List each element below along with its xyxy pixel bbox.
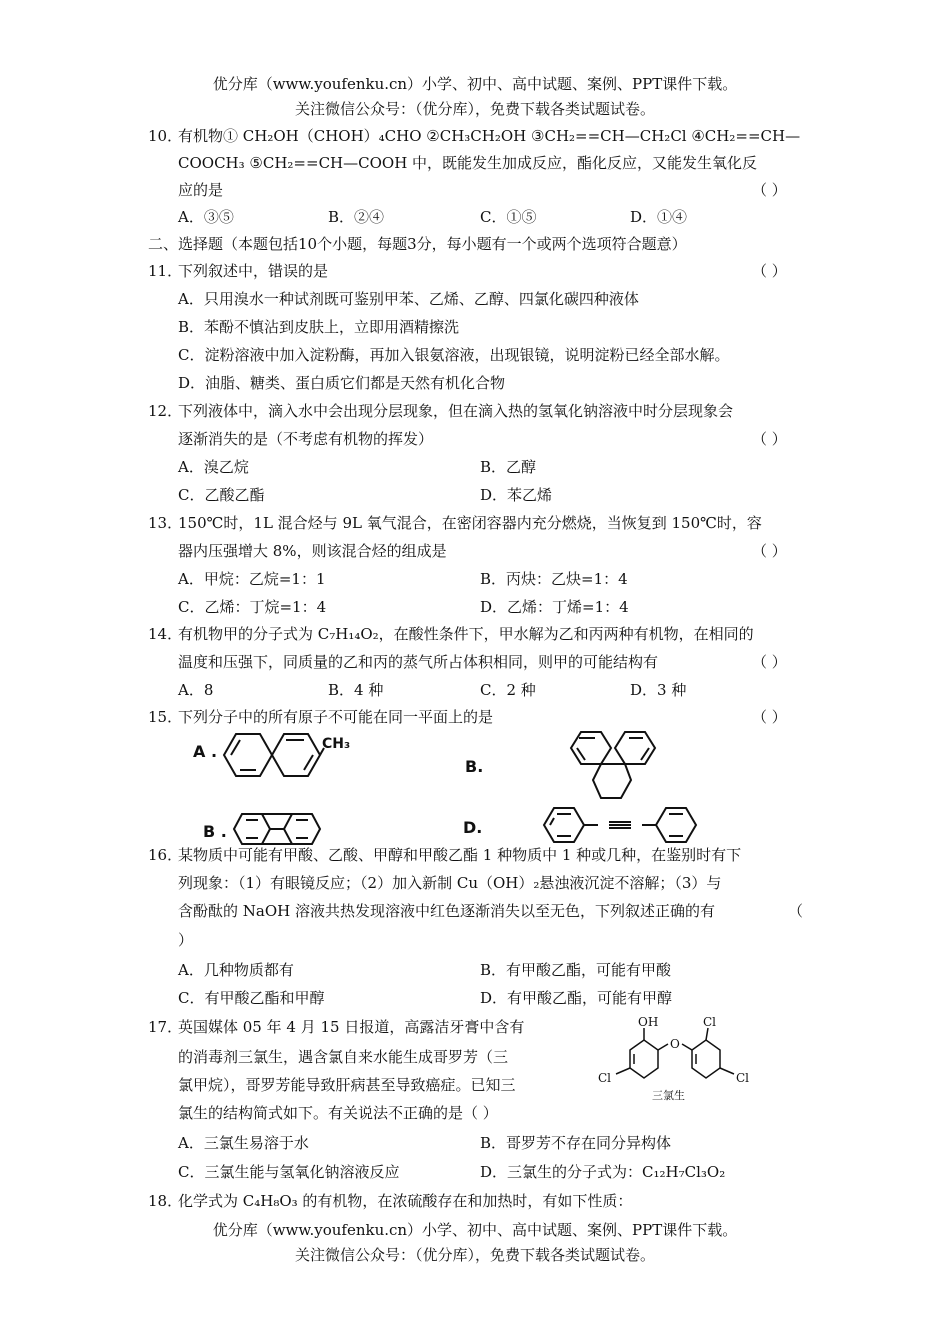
option-b: B．乙醇 bbox=[480, 458, 537, 476]
option-a: A．8 bbox=[178, 681, 214, 699]
q14-stem-line2: 温度和压强下，同质量的乙和丙的蒸气所占体积相同，则甲的可能结构有 bbox=[178, 653, 659, 671]
question-number: 18． bbox=[148, 1192, 183, 1210]
question-number: 11． bbox=[148, 262, 183, 280]
page-header-line1: 优分库（www.youfenku.cn）小学、初中、高中试题、案例、PPT课件下载。 bbox=[212, 75, 738, 93]
chlorine-label: Cl bbox=[703, 1015, 717, 1029]
option-c: C．①⑤ bbox=[480, 208, 537, 226]
option-a: A．③⑤ bbox=[178, 208, 234, 226]
answer-paren-close: ） bbox=[178, 931, 194, 949]
q18-stem-line1: 化学式为 C₄H₈O₃ 的有机物，在浓硫酸存在和加热时，有如下性质： bbox=[178, 1192, 633, 1210]
question-number: 15． bbox=[148, 708, 183, 726]
answer-paren: （ ） bbox=[752, 262, 787, 280]
dihydrophenanthrene-structure bbox=[565, 728, 665, 804]
option-b: B．有甲酸乙酯，可能有甲酸 bbox=[480, 961, 672, 979]
q13-stem-line2: 器内压强增大 8%，则该混合烃的组成是 bbox=[178, 542, 447, 560]
ether-oxygen-label: O bbox=[670, 1037, 680, 1051]
question-number: 13． bbox=[148, 514, 183, 532]
structure-label-b: B. bbox=[465, 757, 484, 776]
option-a: A．只用溴水一种试剂既可鉴别甲苯、乙烯、乙醇、四氯化碳四种液体 bbox=[178, 290, 639, 308]
question-number: 12． bbox=[148, 402, 183, 420]
option-c: C．乙酸乙酯 bbox=[178, 486, 265, 504]
option-c: C．2 种 bbox=[480, 681, 536, 699]
option-d: D．油脂、糖类、蛋白质它们都是天然有机化合物 bbox=[178, 374, 506, 392]
q10-stem-line3: 应的是 bbox=[178, 181, 224, 199]
option-b: B．丙炔：乙炔=1：4 bbox=[480, 570, 628, 588]
question-number: 17． bbox=[148, 1018, 183, 1036]
q17-stem-line1: 英国媒体 05 年 4 月 15 日报道，高露洁牙膏中含有 bbox=[178, 1018, 525, 1036]
option-d: D．3 种 bbox=[630, 681, 687, 699]
option-a: A．三氯生易溶于水 bbox=[178, 1134, 309, 1152]
hydroxyl-label: OH bbox=[638, 1015, 659, 1029]
q16-stem-line2: 列现象：（1）有眼镜反应；（2）加入新制 Cu（OH）₂悬浊液沉淀不溶解；（3）与 bbox=[178, 874, 722, 892]
chlorine-label: Cl bbox=[736, 1071, 750, 1085]
answer-paren: （ ） bbox=[752, 542, 787, 560]
answer-paren: （ ） bbox=[752, 708, 787, 726]
option-b: B．哥罗芳不存在同分异构体 bbox=[480, 1134, 672, 1152]
q17-stem-line2: 的消毒剂三氯生，遇含氯自来水能生成哥罗芳（三 bbox=[178, 1048, 509, 1066]
page-footer-line2: 关注微信公众号：（优分库），免费下载各类试题试卷。 bbox=[294, 1246, 655, 1264]
structure-label-d: D. bbox=[463, 818, 483, 837]
q10-stem-line1: 有机物① CH₂OH（CHOH）₄CHO ②CH₃CH₂OH ③CH₂==CH—CH₂Cl ④CH₂==CH— bbox=[178, 127, 801, 145]
q14-stem-line1: 有机物甲的分子式为 C₇H₁₄O₂，在酸性条件下，甲水解为乙和丙两种有机物，在相同的 bbox=[178, 625, 754, 643]
option-b: B．②④ bbox=[328, 208, 385, 226]
q17-stem-line4: 氯生的结构简式如下。有关说法不正确的是（ ） bbox=[178, 1104, 498, 1122]
option-b: B．苯酚不慎沾到皮肤上，立即用酒精擦洗 bbox=[178, 318, 460, 336]
q10-stem-line2: COOCH₃ ⑤CH₂==CH—COOH 中，既能发生加成反应，酯化反应，又能发生氧化反 bbox=[178, 154, 758, 172]
question-number: 16． bbox=[148, 846, 183, 864]
methyl-group-label: CH₃ bbox=[322, 736, 351, 752]
option-c: C．乙烯：丁烷=1：4 bbox=[178, 598, 327, 616]
option-a: A．几种物质都有 bbox=[178, 961, 294, 979]
q16-stem-line1: 某物质中可能有甲酸、乙酸、甲醇和甲酸乙酯 1 种物质中 1 种或几种，在鉴别时有下 bbox=[178, 846, 742, 864]
answer-paren: （ ） bbox=[752, 430, 787, 448]
question-number: 10． bbox=[148, 127, 183, 145]
structure-caption: 三氯生 bbox=[652, 1089, 685, 1102]
q12-stem-line2: 逐渐消失的是（不考虑有机物的挥发） bbox=[178, 430, 434, 448]
option-c: C．淀粉溶液中加入淀粉酶，再加入银氨溶液，出现银镜，说明淀粉已经全部水解。 bbox=[178, 346, 730, 364]
option-a: A．甲烷：乙烷=1：1 bbox=[178, 570, 326, 588]
structure-label-c: B . bbox=[203, 822, 227, 841]
chlorine-label: Cl bbox=[598, 1071, 612, 1085]
section-heading: 二、选择题（本题包括10个小题，每题3分，每小题有一个或两个选项符合题意） bbox=[148, 235, 687, 253]
page-header-line2: 关注微信公众号：（优分库），免费下载各类试题试卷。 bbox=[294, 100, 655, 118]
option-d: D．①④ bbox=[630, 208, 688, 226]
structure-label-a: A . bbox=[193, 742, 218, 761]
answer-paren: （ ） bbox=[752, 181, 787, 199]
option-b: B．4 种 bbox=[328, 681, 384, 699]
option-d: D．三氯生的分子式为：C₁₂H₇Cl₃O₂ bbox=[480, 1163, 726, 1181]
q15-stem: 下列分子中的所有原子不可能在同一平面上的是 bbox=[178, 708, 494, 726]
page-footer-line1: 优分库（www.youfenku.cn）小学、初中、高中试题、案例、PPT课件下载。 bbox=[212, 1221, 738, 1239]
q11-stem: 下列叙述中，错误的是 bbox=[178, 262, 329, 280]
option-d: D．乙烯：丁烯=1：4 bbox=[480, 598, 629, 616]
q13-stem-line1: 150℃时，1L 混合烃与 9L 氧气混合，在密闭容器内充分燃烧，当恢复到 150℃时，容 bbox=[178, 514, 762, 532]
option-c: C．有甲酸乙酯和甲醇 bbox=[178, 989, 325, 1007]
option-c: C．三氯生能与氢氧化钠溶液反应 bbox=[178, 1163, 400, 1181]
answer-paren: （ ） bbox=[752, 653, 787, 671]
q12-stem-line1: 下列液体中，滴入水中会出现分层现象，但在滴入热的氢氧化钠溶液中时分层现象会 bbox=[178, 402, 734, 420]
q16-stem-line3: 含酚酞的 NaOH 溶液共热发现溶液中红色逐渐消失以至无色，下列叙述正确的有 bbox=[178, 902, 715, 920]
option-d: D．苯乙烯 bbox=[480, 486, 553, 504]
question-number: 14． bbox=[148, 625, 183, 643]
q17-stem-line3: 氯甲烷），哥罗芳能导致肝病甚至导致癌症。已知三 bbox=[178, 1076, 516, 1094]
option-a: A．溴乙烷 bbox=[178, 458, 249, 476]
option-d: D．有甲酸乙酯，可能有甲醇 bbox=[480, 989, 673, 1007]
answer-paren-open: （ bbox=[788, 902, 804, 920]
